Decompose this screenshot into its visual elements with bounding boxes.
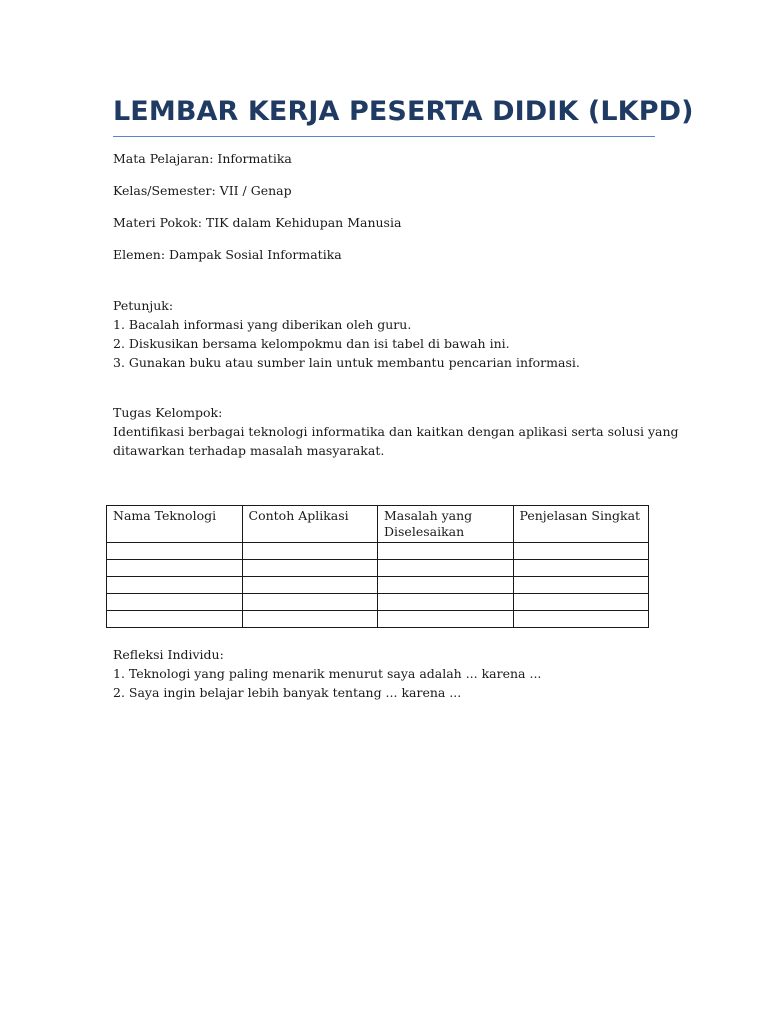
- table-cell[interactable]: [242, 577, 378, 594]
- table-row: [107, 560, 649, 577]
- table-header-row: [107, 506, 649, 543]
- element-line: Elemen: Dampak Sosial Informatika: [113, 247, 342, 262]
- table-cell[interactable]: [107, 611, 243, 628]
- instruction-item: 2. Diskusikan bersama kelompokmu dan isi tabel di bawah ini.: [113, 336, 510, 351]
- column-header-technology: Nama Teknologi: [107, 506, 243, 543]
- group-task-heading: Tugas Kelompok:: [113, 405, 223, 420]
- reflection-item: 1. Teknologi yang paling menarik menurut saya adalah ... karena ...: [113, 666, 542, 681]
- table-row: [107, 611, 649, 628]
- table-row: [107, 594, 649, 611]
- instruction-item: 1. Bacalah informasi yang diberikan oleh guru.: [113, 317, 412, 332]
- instruction-item: 3. Gunakan buku atau sumber lain untuk membantu pencarian informasi.: [113, 355, 580, 370]
- column-header-problem: Masalah yang Diselesaikan: [378, 506, 514, 543]
- meta-section: [113, 151, 655, 263]
- table-cell[interactable]: [513, 594, 649, 611]
- instructions-heading: Petunjuk:: [113, 298, 174, 313]
- table-cell[interactable]: [513, 560, 649, 577]
- table-cell[interactable]: [107, 594, 243, 611]
- table-cell[interactable]: [107, 577, 243, 594]
- column-header-application: Contoh Aplikasi: [242, 506, 378, 543]
- table-cell[interactable]: [513, 611, 649, 628]
- table-cell[interactable]: [242, 560, 378, 577]
- document-page: [113, 96, 694, 460]
- reflection-section: [113, 645, 541, 702]
- table-row: [107, 543, 649, 560]
- worksheet-table: [106, 505, 649, 628]
- class-semester-line: Kelas/Semester: VII / Genap: [113, 183, 292, 198]
- table-cell[interactable]: [107, 560, 243, 577]
- table-cell[interactable]: [513, 543, 649, 560]
- table-cell[interactable]: [378, 560, 514, 577]
- table-cell[interactable]: [378, 611, 514, 628]
- table-cell[interactable]: [513, 577, 649, 594]
- topic-line: Materi Pokok: TIK dalam Kehidupan Manusia: [113, 215, 402, 230]
- group-task-section: [113, 403, 679, 460]
- table-cell[interactable]: [107, 543, 243, 560]
- subject-line: Mata Pelajaran: Informatika: [113, 151, 292, 166]
- table-cell[interactable]: [242, 611, 378, 628]
- group-task-text: ditawarkan terhadap masalah masyarakat.: [113, 443, 385, 458]
- reflection-heading: Refleksi Individu:: [113, 647, 224, 662]
- table-cell[interactable]: [378, 577, 514, 594]
- group-task-text: Identifikasi berbagai teknologi informatika dan kaitkan dengan aplikasi serta solusi yang: [113, 424, 679, 439]
- reflection-item: 2. Saya ingin belajar lebih banyak tentang ... karena ...: [113, 685, 462, 700]
- column-header-explanation: Penjelasan Singkat: [513, 506, 649, 543]
- table-cell[interactable]: [242, 543, 378, 560]
- table-cell[interactable]: [242, 594, 378, 611]
- table-row: [107, 577, 649, 594]
- table-cell[interactable]: [378, 543, 514, 560]
- table-cell[interactable]: [378, 594, 514, 611]
- document-title: LEMBAR KERJA PESERTA DIDIK (LKPD): [113, 96, 655, 137]
- instructions-section: [113, 296, 655, 372]
